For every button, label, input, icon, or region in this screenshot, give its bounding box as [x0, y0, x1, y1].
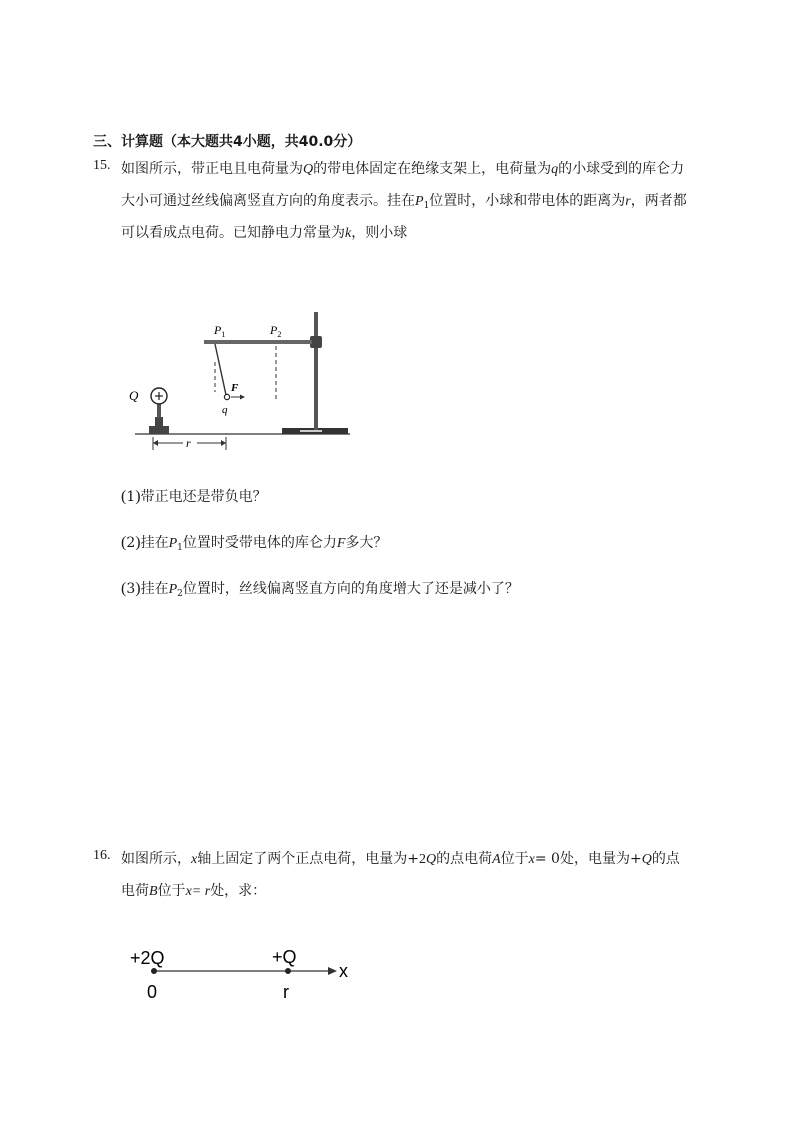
section-heading: 三、计算题（本大题共4小题，共40.0分）: [93, 134, 362, 150]
ball-q: [224, 394, 229, 399]
label-F: F: [231, 382, 239, 394]
thread: [215, 344, 226, 395]
charge-A-dot: [151, 968, 157, 974]
q15-line3: 可以看成点电荷。已知静电力常量为k，则小球: [121, 225, 408, 241]
horizontal-rod: [204, 340, 312, 344]
q15-line2: 大小可通过丝线偏离竖直方向的角度表示。挂在$P_1$位置时，小球和带电体的距离为r，两者都: [121, 193, 687, 211]
label-r: r: [186, 436, 191, 450]
q15-sub3: (3)挂在$P_2$位置时，丝线偏离竖直方向的角度增大了还是减小了？: [121, 580, 519, 599]
q15-sub2: (2)挂在$P_1$位置时受带电体的库仑力F多大？: [121, 534, 388, 553]
stand-pole: [314, 312, 318, 430]
label-q: q: [222, 404, 228, 416]
label-P1: $P_1$: [214, 323, 226, 339]
charged-body-Q: [149, 388, 169, 434]
q15-line1: 如图所示，带正电且电荷量为Q的带电体固定在绝缘支架上，电荷量为q的小球受到的库仑力: [121, 161, 685, 177]
q15-sub1: (1)带正电还是带负电？: [121, 488, 267, 505]
label-P2: $P_2$: [270, 323, 282, 339]
label-r-position: r: [283, 982, 289, 1002]
q16-number: 16.: [93, 848, 111, 863]
q15-coulomb-apparatus-figure: [125, 300, 365, 460]
label-plus-Q: +Q: [272, 947, 297, 967]
label-Q: Q: [129, 388, 139, 403]
q16-line2: 电荷B位于x= r处，求：: [121, 883, 267, 899]
label-origin: 0: [147, 982, 158, 1002]
q16-x-axis-figure: [125, 940, 365, 1005]
charge-B-dot: [285, 968, 291, 974]
label-2Q: +2Q: [130, 948, 165, 968]
label-x-axis: x: [339, 961, 348, 981]
q15-number: 15.: [93, 158, 111, 173]
x-axis-arrow: [328, 967, 337, 975]
q16-line1: 如图所示，x轴上固定了两个正点电荷，电量为+2Q的点电荷A位于x= 0处，电量为+Q的点: [121, 851, 680, 867]
